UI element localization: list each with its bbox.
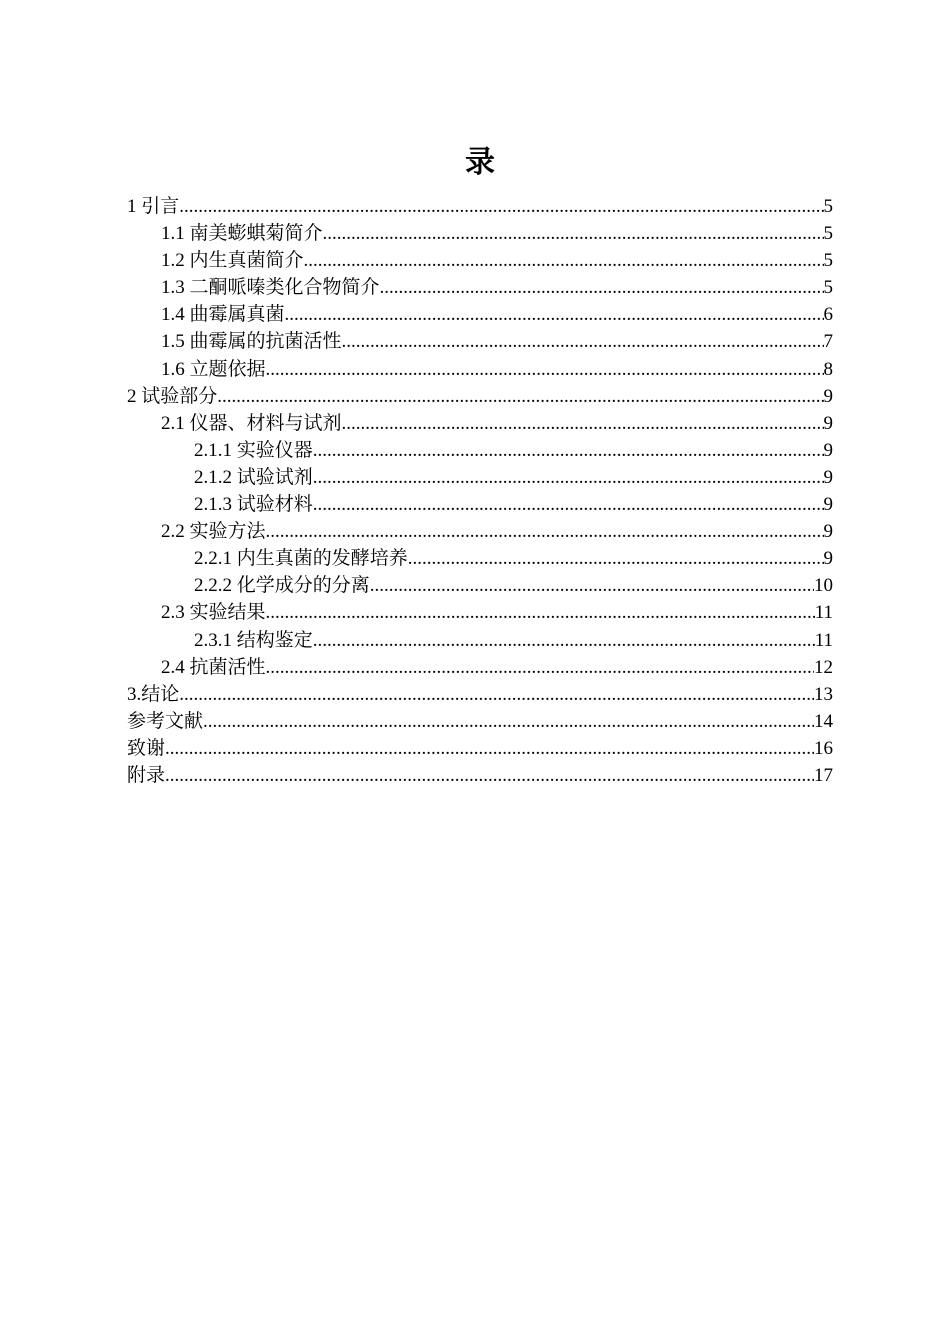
toc-dot-leader <box>380 274 824 301</box>
toc-entry-page-number: 16 <box>814 737 833 759</box>
toc-dot-leader <box>266 654 814 681</box>
toc-entry[interactable] <box>127 627 833 654</box>
toc-entry-page-number: 9 <box>823 385 833 407</box>
toc-entry[interactable] <box>127 328 833 355</box>
toc-entry-label: 2.3 实验结果 <box>161 602 266 624</box>
toc-entry[interactable] <box>127 681 833 708</box>
toc-entry[interactable] <box>127 247 833 274</box>
toc-dot-leader <box>179 193 823 220</box>
toc-entry-page-number: 5 <box>823 223 833 245</box>
toc-entry-label: 参考文献 <box>127 710 204 732</box>
toc-list <box>127 193 833 789</box>
toc-dot-leader <box>217 383 823 410</box>
toc-entry[interactable] <box>127 518 833 545</box>
toc-dot-leader <box>179 681 814 708</box>
toc-entry[interactable] <box>127 762 833 789</box>
toc-dot-leader <box>313 464 824 491</box>
toc-entry-page-number: 10 <box>814 575 833 597</box>
toc-entry-label: 1.1 南美蟛蜞菊简介 <box>161 223 323 245</box>
toc-dot-leader <box>165 735 814 762</box>
toc-entry-page-number: 9 <box>823 412 833 434</box>
toc-entry-page-number: 7 <box>823 331 833 353</box>
toc-entry-page-number: 11 <box>814 629 833 651</box>
toc-entry[interactable] <box>127 735 833 762</box>
toc-dot-leader <box>203 708 814 735</box>
toc-entry-page-number: 9 <box>823 548 833 570</box>
toc-entry-label: 2.2.2 化学成分的分离 <box>194 575 370 597</box>
toc-entry[interactable] <box>127 274 833 301</box>
toc-dot-leader <box>266 518 824 545</box>
toc-dot-leader <box>165 762 814 789</box>
toc-entry-page-number: 5 <box>823 277 833 299</box>
toc-entry[interactable] <box>127 599 833 626</box>
toc-entry-page-number: 5 <box>823 250 833 272</box>
toc-dot-leader <box>370 572 814 599</box>
toc-entry-label: 1.3 二酮哌嗪类化合物简介 <box>161 277 380 299</box>
toc-entry[interactable] <box>127 193 833 220</box>
toc-dot-leader <box>285 301 824 328</box>
toc-entry-label: 1.2 内生真菌简介 <box>161 250 304 272</box>
toc-entry-label: 2.1.3 试验材料 <box>194 494 313 516</box>
toc-dot-leader <box>323 220 824 247</box>
toc-entry-page-number: 14 <box>814 710 833 732</box>
toc-entry[interactable] <box>127 383 833 410</box>
toc-entry-label: 2 试验部分 <box>127 385 218 407</box>
toc-entry[interactable] <box>127 572 833 599</box>
toc-dot-leader <box>266 356 824 383</box>
toc-dot-leader <box>313 491 824 518</box>
toc-entry-label: 2.1.1 实验仪器 <box>194 439 313 461</box>
toc-entry-page-number: 12 <box>814 656 833 678</box>
toc-entry-label: 1.4 曲霉属真菌 <box>161 304 285 326</box>
toc-entry-label: 致谢 <box>127 737 166 759</box>
toc-entry-page-number: 8 <box>823 358 833 380</box>
toc-entry[interactable] <box>127 301 833 328</box>
toc-entry-label: 2.1 仪器、材料与试剂 <box>161 412 342 434</box>
toc-dot-leader <box>342 328 824 355</box>
toc-entry-label: 2.3.1 结构鉴定 <box>194 629 313 651</box>
toc-entry-page-number: 5 <box>823 196 833 217</box>
toc-dot-leader <box>313 627 815 654</box>
toc-dot-leader <box>304 247 824 274</box>
toc-entry-label: 2.2.1 内生真菌的发酵培养 <box>194 548 408 570</box>
toc-entry-page-number: 9 <box>823 466 833 488</box>
toc-dot-leader <box>313 437 824 464</box>
toc-entry[interactable] <box>127 410 833 437</box>
toc-entry-page-number: 9 <box>823 494 833 516</box>
toc-entry-label: 1.5 曲霉属的抗菌活性 <box>161 331 342 353</box>
toc-entry-label: 1 引言 <box>127 196 180 217</box>
toc-entry-label: 3.结论 <box>127 683 180 705</box>
toc-entry[interactable] <box>127 545 833 572</box>
toc-entry-page-number: 9 <box>823 521 833 543</box>
toc-entry[interactable] <box>127 654 833 681</box>
toc-entry-page-number: 6 <box>823 304 833 326</box>
toc-entry-label: 2.4 抗菌活性 <box>161 656 266 678</box>
toc-entry-page-number: 17 <box>814 764 833 786</box>
toc-dot-leader <box>342 410 824 437</box>
toc-entry-label: 附录 <box>127 764 166 786</box>
toc-entry[interactable] <box>127 437 833 464</box>
toc-dot-leader <box>266 599 815 626</box>
toc-entry-label: 2.1.2 试验试剂 <box>194 466 313 488</box>
toc-entry-page-number: 13 <box>814 683 833 705</box>
toc-entry-label: 1.6 立题依据 <box>161 358 266 380</box>
toc-dot-leader <box>408 545 824 572</box>
toc-entry-label: 2.2 实验方法 <box>161 521 266 543</box>
toc-entry[interactable] <box>127 708 833 735</box>
toc-entry[interactable] <box>127 356 833 383</box>
toc-entry-page-number: 11 <box>814 602 833 624</box>
toc-entry[interactable] <box>127 220 833 247</box>
toc-entry[interactable] <box>127 464 833 491</box>
toc-entry[interactable] <box>127 491 833 518</box>
toc-entry-page-number: 9 <box>823 439 833 461</box>
toc-title: 录 <box>465 146 495 179</box>
